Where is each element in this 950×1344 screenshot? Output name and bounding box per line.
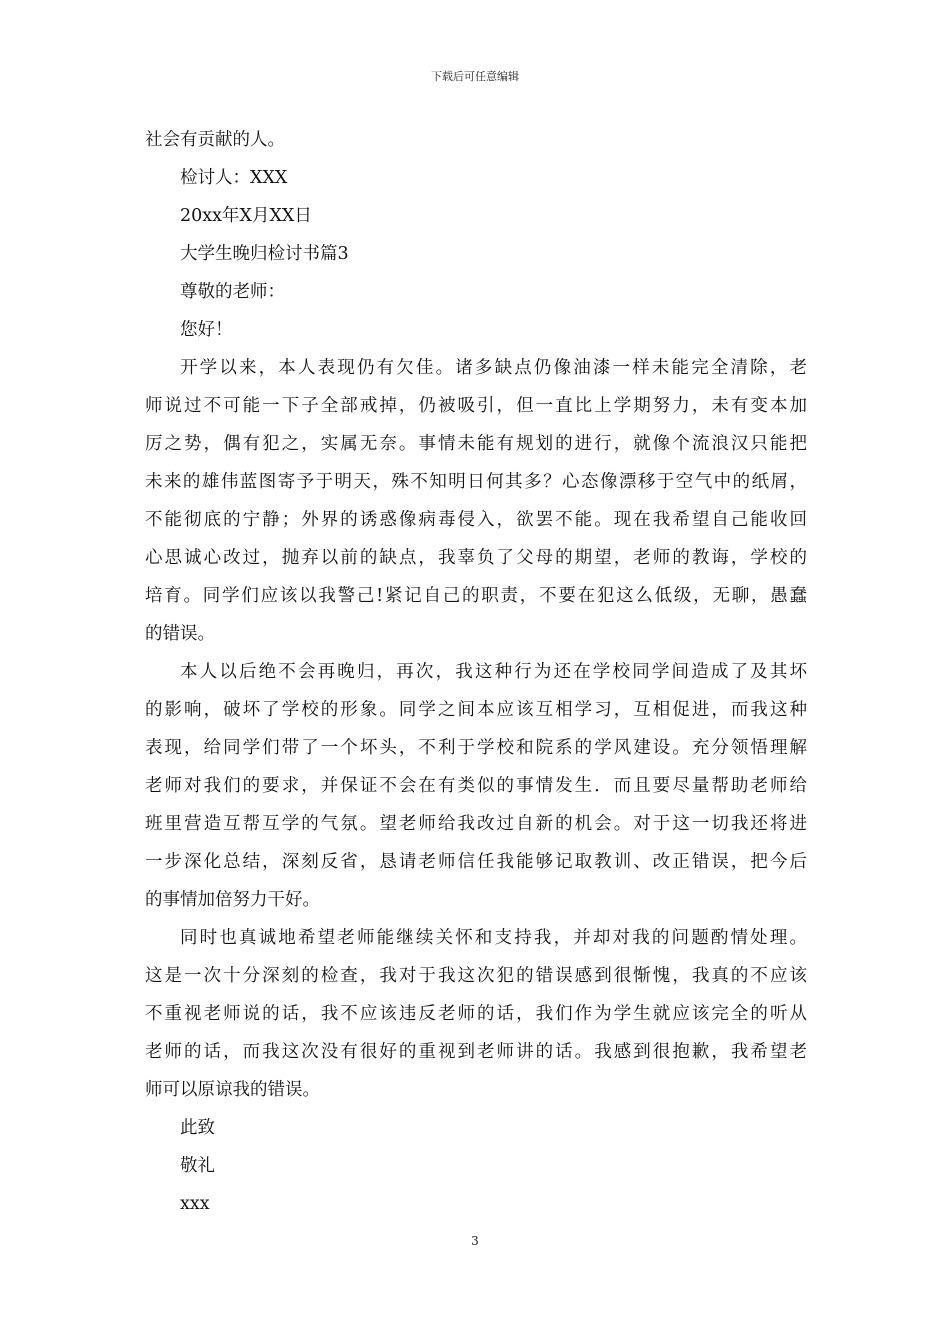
paragraph-line: 本人以后绝不会再晚归，再次，我这种行为还在学校同学间造成了及其坏 <box>180 662 807 682</box>
paragraph-line: 这是一次十分深刻的检查，我对于我这次犯的错误感到很惭愧，我真的不应该 <box>145 966 807 986</box>
page-number: 3 <box>471 1234 479 1248</box>
paragraph-line: 同时也真诚地希望老师能继续关怀和支持我，并却对我的问题酌情处理。 <box>180 928 807 948</box>
paragraph-line: 师说过不可能一下子全部戒掉，仍被吸引，但一直比上学期努力，未有变本加 <box>145 396 807 416</box>
closing-line: 敬礼 <box>180 1156 215 1176</box>
signature-name: xxx <box>180 1194 210 1214</box>
section-title: 大学生晚归检讨书篇3 <box>180 244 349 264</box>
text-line: 社会有贡献的人。 <box>145 130 285 150</box>
paragraph-line: 师可以原谅我的错误。 <box>145 1080 320 1100</box>
page-header: 下载后可任意编辑 <box>431 70 519 83</box>
paragraph-line: 的影响，破坏了学校的形象。同学之间本应该互相学习，互相促进，而我这种 <box>145 700 807 720</box>
salutation: 尊敬的老师： <box>180 282 285 302</box>
paragraph-line: 不重视老师说的话，我不应该违反老师的话，我们作为学生就应该完全的听从 <box>145 1004 807 1024</box>
paragraph-line: 心思诚心改过，抛弃以前的缺点，我辜负了父母的期望，老师的教诲，学校的 <box>145 548 807 568</box>
date-line: 20xx年X月XX日 <box>180 206 312 226</box>
paragraph-line: 班里营造互帮互学的气氛。望老师给我改过自新的机会。对于这一切我还将进 <box>145 814 807 834</box>
paragraph-line: 未来的雄伟蓝图寄予于明天，殊不知明日何其多？心态像漂移于空气中的纸屑， <box>145 472 807 492</box>
paragraph-line: 老师对我们的要求，并保证不会在有类似的事情发生．而且要尽量帮助老师给 <box>145 776 807 796</box>
paragraph-line: 开学以来，本人表现仍有欠佳。诸多缺点仍像油漆一样未能完全清除，老 <box>180 358 807 378</box>
paragraph-line: 的错误。 <box>145 624 215 644</box>
document-body <box>145 121 807 1223</box>
paragraph-line: 的事情加倍努力干好。 <box>145 890 320 910</box>
greeting: 您好！ <box>180 320 233 340</box>
paragraph-line: 老师的话，而我这次没有很好的重视到老师讲的话。我感到很抱歉，我希望老 <box>145 1042 807 1062</box>
paragraph-line: 培育。同学们应该以我警己!紧记自己的职责，不要在犯这么低级，无聊，愚蠢 <box>145 586 807 606</box>
paragraph-line: 一步深化总结，深刻反省，恳请老师信任我能够记取教训、改正错误，把今后 <box>145 852 807 872</box>
closing-line: 此致 <box>180 1118 215 1138</box>
paragraph-line: 表现，给同学们带了一个坏头，不利于学校和院系的学风建设。充分领悟理解 <box>145 738 807 758</box>
paragraph-line: 厉之势，偶有犯之，实属无奈。事情未能有规划的进行，就像个流浪汉只能把 <box>145 434 807 454</box>
paragraph-line: 不能彻底的宁静；外界的诱惑像病毒侵入，欲罢不能。现在我希望自己能收回 <box>145 510 807 530</box>
signature-line: 检讨人：XXX <box>180 168 288 188</box>
